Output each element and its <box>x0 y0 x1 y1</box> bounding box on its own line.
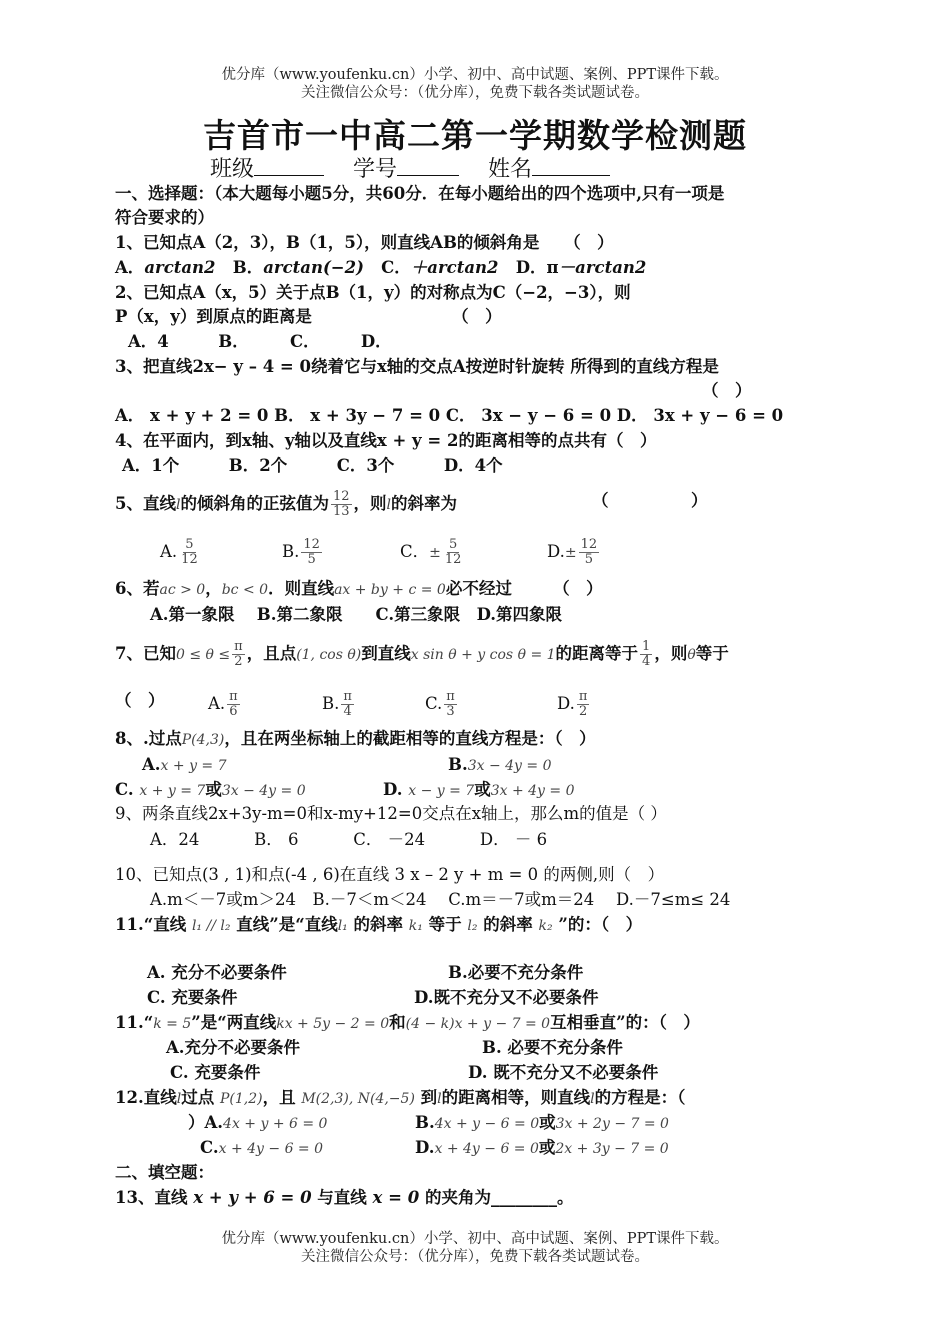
q1-options <box>115 257 646 279</box>
q6-stem <box>115 578 603 601</box>
q11b-stem <box>115 1012 700 1035</box>
q12-l-2: l <box>437 1091 442 1107</box>
q1-option-b-label: B． <box>232 258 264 277</box>
q13-stem-b: 与直线 <box>317 1188 367 1207</box>
number-blank <box>397 153 459 176</box>
q11b-option-a: A.充分不必要条件 <box>166 1038 301 1057</box>
q11b-stem-d: 互相垂直”的：（ ） <box>550 1013 700 1032</box>
q12-option-d-math-1: x + 4y − 6 = 0 <box>434 1141 539 1157</box>
q5-option-d-pm: ± <box>564 545 577 561</box>
q7-stem-d: 的距离等于 <box>555 644 639 663</box>
q1-option-c-label: C． <box>381 258 411 277</box>
q7-option-a-den: 6 <box>229 704 238 719</box>
q12-l-3: l <box>590 1091 595 1107</box>
q7-option-b-den: 4 <box>343 704 352 719</box>
q7-stem-b: ，且点 <box>246 644 297 663</box>
q13-stem-a: 13、直线 <box>115 1188 188 1207</box>
q8-option-c-or: 或 <box>205 780 222 799</box>
q1-option-d-math: －arctan2 <box>558 258 647 277</box>
q6-math-2: bc < 0 <box>221 582 269 598</box>
q7-stem-e: ，则 <box>654 644 688 663</box>
q5-line-l: l <box>175 497 181 513</box>
q11b-stem-b: ”是“两直线 <box>191 1013 277 1032</box>
q11a-stem-a: 11.“直线 <box>115 915 187 934</box>
q12-option-d-math-2: 2x + 3y − 7 = 0 <box>555 1141 669 1157</box>
q7-option-b-fraction <box>341 690 354 719</box>
q5-stem-b: 的倾斜角的正弦值为 <box>180 494 329 513</box>
q8-option-c-math-1: x + y = 7 <box>139 783 206 799</box>
q11a-k1: k₁ <box>408 918 423 934</box>
q12-stem <box>115 1087 685 1110</box>
q12-stem-b: 过点 <box>181 1088 215 1107</box>
q7-option-d-den: 2 <box>579 704 588 719</box>
page-title: 吉首市一中高二第一学期数学检测题 <box>203 116 747 155</box>
q11a-stem-b: 直线”是“直线 <box>236 915 338 934</box>
q12-stem-f: 的方程是：（ <box>594 1088 686 1107</box>
q7-option-a-fraction <box>227 690 240 719</box>
q8-option-b-label: B. <box>448 755 468 774</box>
q7-math-point: (1, cos θ) <box>296 647 362 663</box>
q7-one: 1 <box>642 639 651 654</box>
section2-title: 二、填空题： <box>115 1163 214 1182</box>
q5-option-c-fraction <box>443 538 464 567</box>
q5-option-a-label: A. <box>160 542 178 561</box>
q8-option-b-math: 3x − 4y = 0 <box>467 758 552 774</box>
q5-option-a-fraction <box>179 538 200 567</box>
q8-option-d-math-1: x − y = 7 <box>408 783 475 799</box>
q12-option-c-math: x + 4y − 6 = 0 <box>218 1141 324 1157</box>
q8-option-d-or: 或 <box>474 780 491 799</box>
q5-option-c-num: 5 <box>448 537 458 552</box>
q8-stem-a: 8、.过点 <box>115 729 182 748</box>
q7-option-d <box>557 690 591 719</box>
q12-option-c <box>200 1137 323 1160</box>
q7-option-c-den: 3 <box>446 704 455 719</box>
q7-paren: （ ） <box>115 691 165 710</box>
q8-option-c-label: C. <box>115 780 134 799</box>
q2-options: A．4 B． C． D． <box>128 332 392 351</box>
q6-stem-a: 6、若 <box>115 579 160 598</box>
footer-line-2: 关注微信公众号：（优分库），免费下载各类试题试卷。 <box>301 1249 649 1265</box>
q12-stem-d: 到 <box>420 1088 438 1107</box>
q6-options: A.第一象限 B.第二象限 C.第三象限 D.第四象限 <box>150 605 563 624</box>
q12-option-a <box>188 1112 327 1135</box>
q5-sine-numerator: 12 <box>332 489 350 504</box>
q12-option-c-label: C. <box>200 1138 219 1157</box>
q5-option-a <box>160 538 202 567</box>
q11b-option-d: D. 既不充分又不必要条件 <box>468 1063 659 1082</box>
q12-stem-e: 的距离相等，则直线 <box>441 1088 591 1107</box>
header-line-2: 关注微信公众号：（优分库），免费下载各类试题试卷。 <box>301 85 649 101</box>
q5-line-l-2: l <box>386 497 391 513</box>
q5-option-b-den: 5 <box>307 552 316 567</box>
q11b-option-c: C. 充要条件 <box>170 1063 261 1082</box>
q5-option-a-num: 5 <box>185 537 194 552</box>
q5-stem-c: ，则 <box>353 494 387 513</box>
q5-option-c-pm: ± <box>429 545 441 561</box>
q11b-line-2: (4 − k)x + y − 7 = 0 <box>405 1016 551 1032</box>
q5-option-b-label: B. <box>282 542 300 561</box>
q12-points-mn: M(2,3), N(4,−5) <box>301 1091 415 1107</box>
q12-point-p: P(1,2) <box>219 1091 263 1107</box>
q7-option-d-num: π <box>578 689 588 704</box>
q7-stem-a: 7、已知 <box>115 644 176 663</box>
q8-option-d <box>383 779 575 802</box>
q1-option-a-label: A． <box>115 258 145 277</box>
q12-option-d-label: D. <box>415 1138 435 1157</box>
q5-option-b-fraction <box>301 538 322 567</box>
q7-option-c-fraction <box>444 690 457 719</box>
q8-option-d-label: D. <box>383 780 403 799</box>
q3-paren: （ ） <box>702 381 752 400</box>
q6-math-3: ax + by + c = 0 <box>334 582 446 598</box>
q11a-l2: l₂ <box>467 918 478 934</box>
q8-option-a-math: x + y = 7 <box>160 758 227 774</box>
q8-stem-b: ，且在两坐标轴上的截距相等的直线方程是：（ ） <box>224 729 596 748</box>
q8-option-a-label: A. <box>142 755 161 774</box>
q7-option-c-num: π <box>446 689 455 704</box>
q7-math-range: 0 ≤ θ ≤ <box>175 647 231 663</box>
q8-option-c-math-2: 3x − 4y = 0 <box>221 783 306 799</box>
q11a-stem-d: 等于 <box>428 915 462 934</box>
q7-option-d-label: D. <box>557 694 575 713</box>
q8-option-b <box>448 754 552 777</box>
q5-paren: （ ） <box>592 491 708 510</box>
name-label: 姓名 <box>488 157 533 182</box>
q9-options: A．24 B． 6 C． －24 D． － 6 <box>150 830 548 849</box>
q1-stem: 1、已知点A（2，3），B（1，5），则直线AB的倾斜角是 （ ） <box>115 233 614 252</box>
q12-option-b-label: B. <box>415 1113 435 1132</box>
q7-theta: θ <box>687 647 696 663</box>
q12-option-b <box>415 1112 669 1135</box>
q7-option-c <box>425 690 459 719</box>
number-label: 学号 <box>353 157 398 182</box>
q10-stem: 10、已知点(3 , 1)和点(-4 , 6)在直线 3 x – 2 y + m = 0 的两侧,则（ ） <box>115 865 665 884</box>
q13-stem-c: 的夹角为________。 <box>424 1188 574 1207</box>
q13-stem <box>115 1187 573 1209</box>
q5-option-c-den: 12 <box>444 552 462 567</box>
q5-option-d-num: 12 <box>580 537 598 552</box>
q7-option-a-num: π <box>229 689 238 704</box>
q7-option-b-num: π <box>343 689 352 704</box>
q5-option-d-fraction <box>579 538 600 567</box>
q7-four: 4 <box>642 654 651 669</box>
header-line-1: 优分库（www.youfenku.cn）小学、初中、高中试题、案例、PPT课件下载。 <box>221 67 729 83</box>
q7-stem-c: 到直线 <box>361 644 411 663</box>
q6-stem-b: ．则直线 <box>268 579 335 598</box>
q11a-option-b: B.必要不充分条件 <box>448 963 584 982</box>
q5-stem-d: 的斜率为 <box>391 494 457 513</box>
q7-option-a-label: A. <box>208 694 226 713</box>
q6-stem-c: 必不经过 （ ） <box>445 579 603 598</box>
q11b-stem-a: 11.“ <box>115 1013 154 1032</box>
q11a-stem-e: 的斜率 <box>483 915 533 934</box>
q13-line-1: x + y + 6 = 0 <box>193 1188 312 1207</box>
q2-stem-1: 2、已知点A（x，5）关于点B（1，y）的对称点为C（−2，−3），则 <box>115 283 631 302</box>
q12-option-b-or: 或 <box>539 1113 556 1132</box>
q5-sine-denominator: 13 <box>332 504 350 519</box>
q12-option-b-math-2: 3x + 2y − 7 = 0 <box>555 1116 669 1132</box>
q12-option-b-math-1: 4x + y − 6 = 0 <box>434 1116 540 1132</box>
section1-line-2: 符合要求的） <box>115 208 214 227</box>
q9-stem: 9、两条直线2x+3y-m=0和x-my+12=0交点在x轴上，那么m的值是（ ） <box>115 804 667 823</box>
q11a-option-c: C. 充要条件 <box>147 988 238 1007</box>
q11b-stem-c: 和 <box>389 1013 406 1032</box>
q7-stem-f: 等于 <box>695 644 729 663</box>
q3-options: A． x + y + 2 = 0 B． x + 3y − 7 = 0 C． 3x − y − 6 = 0 D． 3x + y − 6 = 0 <box>115 406 784 425</box>
q11a-k2: k₂ <box>538 918 553 934</box>
q4-stem: 4、在平面内，到x轴、y轴以及直线x + y = 2的距离相等的点共有（ ） <box>115 431 657 450</box>
q7-option-b-label: B. <box>322 694 340 713</box>
q7-option-a <box>208 690 242 719</box>
q5-option-d-den: 5 <box>584 552 594 567</box>
q11a-option-d: D.既不充分又不必要条件 <box>414 988 599 1007</box>
q1-option-c-math: ＋arctan2 <box>410 258 499 277</box>
footer-line-1: 优分库（www.youfenku.cn）小学、初中、高中试题、案例、PPT课件下载。 <box>221 1231 729 1247</box>
q5-option-c <box>400 538 465 567</box>
name-blank <box>532 153 610 176</box>
q12-stem-a: 12.直线 <box>115 1088 177 1107</box>
q11a-l1: l₁ <box>337 918 348 934</box>
q8-option-c <box>115 779 306 802</box>
q5-option-d <box>547 538 601 567</box>
class-blank <box>254 153 324 176</box>
q5-option-d-label: D. <box>547 542 565 561</box>
q12-l: l <box>176 1091 182 1107</box>
q5-stem <box>115 490 457 519</box>
q11b-line-1: kx + 5y − 2 = 0 <box>276 1016 390 1032</box>
q11a-stem <box>115 914 642 937</box>
q12-option-d-or: 或 <box>538 1138 556 1157</box>
q11a-parallel: l₁ // l₂ <box>191 918 231 934</box>
q7-option-c-label: C. <box>425 694 443 713</box>
q13-line-2: x = 0 <box>372 1188 420 1207</box>
q12-option-a-label: ）A. <box>188 1113 224 1132</box>
q11a-option-a: A. 充分不必要条件 <box>147 963 287 982</box>
q7-math-line: x sin θ + y cos θ = 1 <box>410 647 556 663</box>
q12-option-d <box>415 1137 669 1160</box>
q8-point: P(4,3) <box>181 732 225 748</box>
q5-stem-a: 5、直线 <box>115 494 176 513</box>
q5-option-b-num: 12 <box>303 537 320 552</box>
q6-sep: ， <box>205 579 222 598</box>
q8-option-a <box>142 754 227 777</box>
class-label: 班级 <box>210 157 255 182</box>
q5-sine-fraction <box>331 490 352 519</box>
q1-option-b-math: arctan(−2) <box>263 258 364 277</box>
q8-option-d-math-2: 3x + 4y = 0 <box>490 783 575 799</box>
student-info <box>210 152 632 183</box>
q11a-stem-c: 的斜率 <box>353 915 404 934</box>
q8-stem <box>115 728 596 751</box>
q7-option-d-fraction <box>577 690 590 719</box>
q7-pi-over-2 <box>232 640 245 669</box>
q5-option-c-label: C． <box>400 542 430 561</box>
q11b-option-b: B. 必要不充分条件 <box>482 1038 623 1057</box>
q11a-stem-f: ”的：（ ） <box>558 915 643 934</box>
q4-options: A．1个 B．2个 C．3个 D．4个 <box>122 456 503 475</box>
q7-two: 2 <box>234 654 243 669</box>
q5-option-a-den: 12 <box>181 552 198 567</box>
q7-option-b <box>322 690 356 719</box>
section1-line-1: 一、选择题：（本大题每小题5分，共60分．在每小题给出的四个选项中,只有一项是 <box>115 184 725 203</box>
q12-option-a-math: 4x + y + 6 = 0 <box>223 1116 328 1132</box>
q7-quarter <box>640 640 652 669</box>
q5-option-b <box>282 538 324 567</box>
q2-stem-2: P（x，y）到原点的距离是 （ ） <box>115 307 502 326</box>
q1-option-a-math: arctan2 <box>144 258 216 277</box>
q3-stem: 3、把直线2x− y – 4 = 0绕着它与x轴的交点A按逆时针旋转 所得到的直线方程是 <box>115 357 719 376</box>
q7-stem <box>115 640 729 669</box>
q1-option-d-label: D．π <box>515 258 559 277</box>
q11b-k-equals-5: k = 5 <box>153 1016 192 1032</box>
q10-options: A.m＜－7或m＞24 B.－7＜m＜24 C.m＝－7或m＝24 D.－7≤m≤ 24 <box>150 890 731 909</box>
q6-math-1: ac > 0 <box>159 582 206 598</box>
q12-stem-c: ，且 <box>262 1088 296 1107</box>
q7-pi: π <box>234 639 243 654</box>
